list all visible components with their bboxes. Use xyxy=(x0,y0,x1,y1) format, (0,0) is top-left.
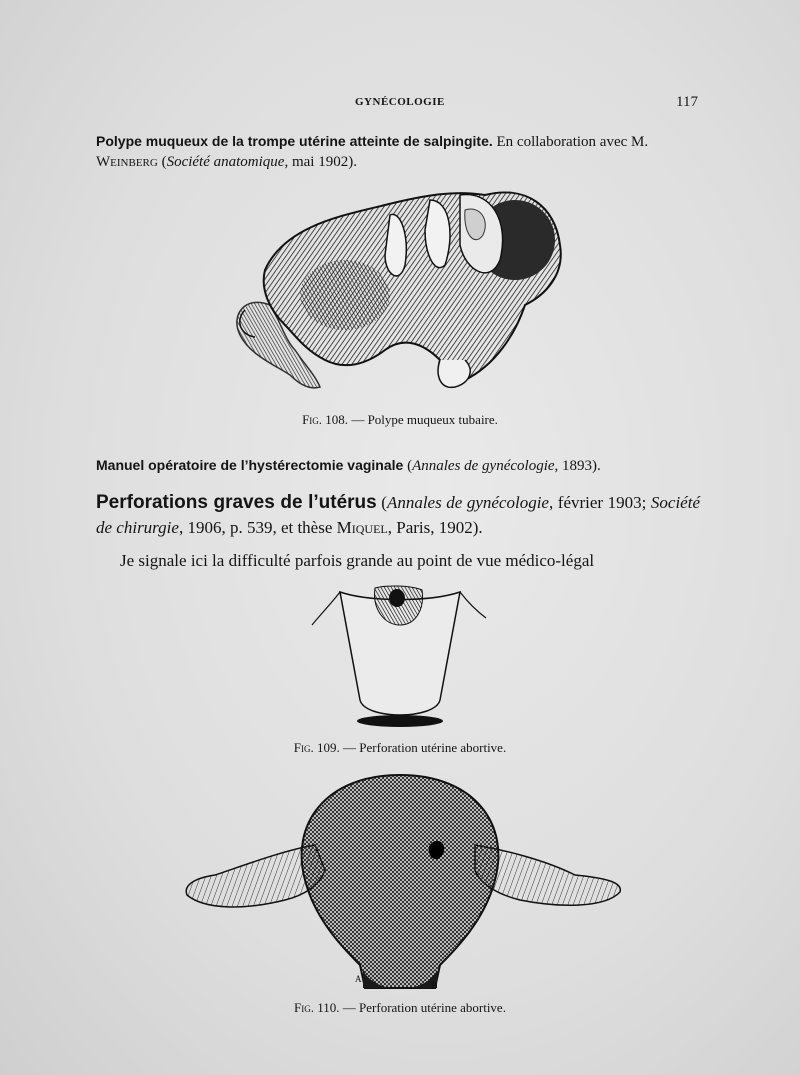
figure-caption-text: — Perforation utérine abortive. xyxy=(339,740,507,755)
figure-108-illustration xyxy=(225,175,570,400)
journal-name: Annales de gynécologie xyxy=(412,458,555,474)
paragraph-text: Je signale ici la difficulté parfois grande au point de vue médico-légal xyxy=(120,551,595,570)
entry-title: Manuel opératoire de l’hystérectomie vaginale xyxy=(96,457,404,473)
entry-manuel xyxy=(96,455,700,476)
entry-polype xyxy=(96,131,700,172)
figure-108-caption xyxy=(0,412,800,428)
entry-title: Polype muqueux de la trompe utérine atteinte de salpingite. xyxy=(96,133,493,149)
running-head: GYNÉCOLOGIE xyxy=(355,96,445,108)
entry-title: Perforations graves de l’utérus xyxy=(96,492,377,513)
figure-letter-a: A xyxy=(355,974,362,984)
figure-109-caption xyxy=(0,740,800,756)
figure-letter-b: B xyxy=(431,981,438,991)
journal-name: Société anatomique xyxy=(166,154,285,170)
author-name: Weinberg xyxy=(96,154,158,170)
figure-label: Fig. 110. xyxy=(294,1000,340,1015)
entry-text: , 1906, p. 539, et thèse xyxy=(178,518,337,537)
entry-text: ( xyxy=(157,154,167,170)
page-header xyxy=(0,96,800,116)
journal-name: Annales de gynécologie xyxy=(386,493,549,512)
figure-110-caption xyxy=(0,1000,800,1016)
figure-caption-text: — Polype muqueux tubaire. xyxy=(348,412,498,427)
figure-109-illustration xyxy=(300,580,500,730)
entry-text: , Paris, 1902). xyxy=(387,518,483,537)
entry-text: En collaboration avec M. xyxy=(492,134,649,150)
entry-text: ( xyxy=(403,458,413,474)
author-name: Miquel xyxy=(336,518,388,537)
journal-name: Société de chirurgie xyxy=(96,493,700,537)
entry-text: , février 1903; xyxy=(548,493,651,512)
page-number: 117 xyxy=(676,94,698,110)
figure-caption-text: — Perforation utérine abortive. xyxy=(339,1000,506,1015)
entry-text: , 1893). xyxy=(554,458,601,474)
figure-label: Fig. 109. xyxy=(293,740,340,755)
figure-label: Fig. 108. xyxy=(302,412,349,427)
entry-perforations xyxy=(96,490,700,540)
figure-110-illustration xyxy=(175,770,630,995)
entry-text: ( xyxy=(376,493,387,512)
entry-text: , mai 1902). xyxy=(284,154,357,170)
